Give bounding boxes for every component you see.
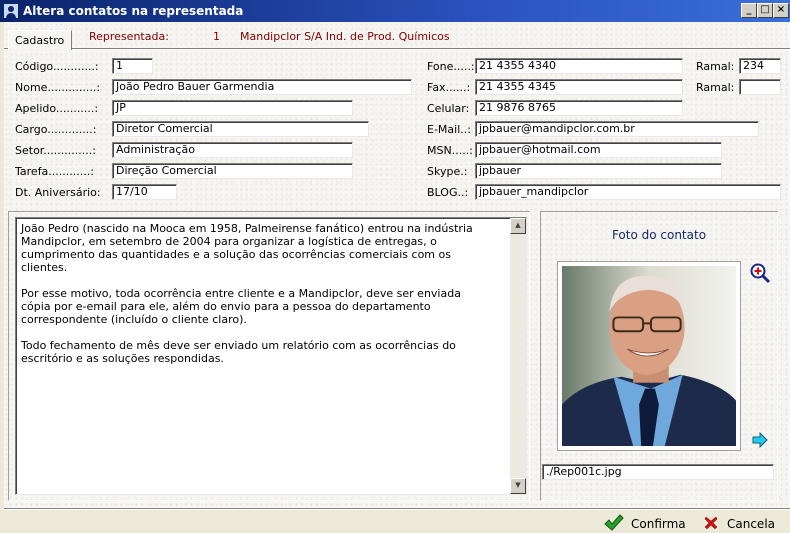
ramal-fone-label: Ramal: [696, 60, 735, 73]
notes-text: João Pedro (nascido na Mooca em 1958, Palmeirense fanático) entrou na indústria Mandipclor, em setembro de 2004 para organizar a logística de entregas, o cumprimento das quantidades e a solução das ocorrências comerciais com os clientes. Por esse motivo, toda ocorrência entre cliente e a Mandipclor, deve ser enviada cópia por e-email para ele, além do envio para a pessoa do departamento correspondente (incluído o cliente claro). Todo fechamento de mês deve ser enviado um relatório com as ocorrências do escritório e as soluções respondidas. [21, 222, 473, 365]
msn-label: MSN.....: [427, 144, 473, 157]
fax-field[interactable]: 21 4355 4345 [475, 79, 683, 95]
contact-photo [562, 266, 736, 446]
ramal-fone-field[interactable]: 234 [739, 58, 781, 74]
arrow-right-icon[interactable] [752, 432, 768, 448]
tarefa-label: Tarefa............: [15, 165, 94, 178]
msn-field[interactable]: jpbauer@hotmail.com [475, 142, 722, 158]
representada-label: Representada: [89, 30, 169, 43]
fone-field[interactable]: 21 4355 4340 [475, 58, 683, 74]
close-window-button[interactable]: × [773, 3, 789, 18]
photo-title: Foto do contato [611, 228, 707, 242]
skype-field[interactable]: jpbauer [475, 163, 722, 179]
tab-cadastro[interactable] [8, 30, 72, 50]
minimize-button[interactable]: _ [741, 3, 757, 18]
nome-label: Nome..............: [15, 81, 101, 94]
cancel-button[interactable] [704, 513, 784, 533]
contact-photo-frame [557, 261, 741, 451]
cargo-label: Cargo.............: [15, 123, 97, 136]
setor-label: Setor..............: [15, 144, 96, 157]
aniversario-label: Dt. Aniversário: [15, 186, 101, 199]
cargo-field[interactable]: Diretor Comercial [112, 121, 369, 137]
maximize-button[interactable]: □ [757, 3, 773, 18]
nome-field[interactable]: João Pedro Bauer Garmendia [112, 79, 412, 95]
representada-code: 1 [213, 30, 220, 43]
email-field[interactable]: jpbauer@mandipclor.com.br [475, 121, 759, 137]
bottom-divider [4, 508, 790, 510]
email-label: E-Mail..: [427, 123, 471, 136]
scroll-up-button[interactable]: ▲ [510, 218, 526, 234]
codigo-label: Código............: [15, 60, 99, 73]
zoom-in-icon[interactable] [749, 262, 771, 284]
cancel-label: Cancela [727, 517, 776, 531]
photo-path-field[interactable]: ./Rep001c.jpg [542, 464, 774, 480]
celular-field[interactable]: 21 9876 8765 [475, 100, 683, 116]
check-icon [604, 514, 624, 532]
notes-scrollbar[interactable] [510, 218, 526, 494]
confirm-label: Confirma [631, 517, 686, 531]
tarefa-field[interactable]: Direção Comercial [112, 163, 353, 179]
blog-label: BLOG..: [427, 186, 469, 199]
app-user-icon [3, 3, 19, 19]
ramal-fax-field[interactable] [739, 79, 781, 95]
scroll-down-button[interactable]: ▼ [510, 478, 526, 494]
fax-label: Fax......: [427, 81, 471, 94]
apelido-field[interactable]: JP [112, 100, 353, 116]
blog-field[interactable]: jpbauer_mandipclor [475, 184, 781, 200]
representada-name: Mandipclor S/A Ind. de Prod. Químicos [240, 30, 450, 43]
ramal-fax-label: Ramal: [696, 81, 735, 94]
x-icon [704, 516, 718, 530]
confirm-button[interactable] [604, 513, 688, 533]
skype-label: Skype.: [427, 165, 468, 178]
notes-textarea[interactable] [15, 217, 527, 495]
apelido-label: Apelido...........: [15, 102, 99, 115]
setor-field[interactable]: Administração [112, 142, 353, 158]
tab-divider [4, 48, 790, 50]
window-title: Altera contatos na representada [23, 4, 244, 18]
celular-label: Celular: [427, 102, 470, 115]
tab-label: Cadastro [15, 34, 65, 47]
aniversario-field[interactable]: 17/10 [112, 184, 177, 200]
title-bar [0, 0, 790, 22]
fone-label: Fone.....: [427, 60, 475, 73]
codigo-field[interactable]: 1 [112, 58, 153, 74]
